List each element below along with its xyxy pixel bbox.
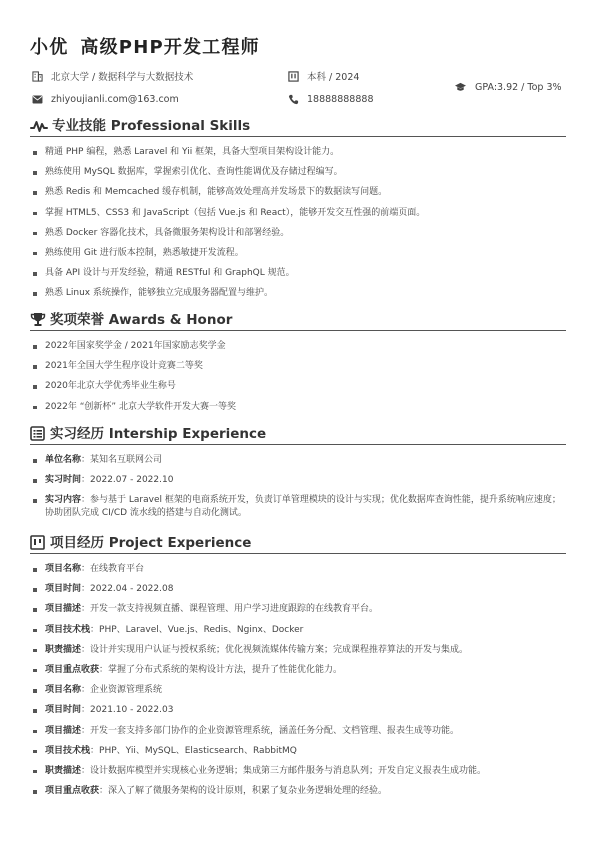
school-major: 北京大学 / 数据科学与大数据技术 <box>51 72 194 83</box>
list-item: 2020年北京大学优秀毕业生称号 <box>30 380 566 393</box>
item-colon: ： <box>81 455 91 465</box>
activity-icon <box>30 119 48 133</box>
resume-heading <box>30 33 260 59</box>
item-colon: ： <box>81 584 91 595</box>
list-item: 熟练使用 Git 进行版本控制，熟悉敏捷开发流程。 <box>30 247 566 260</box>
list-item: 熟悉 Docker 容器化技术，具备微服务架构设计和部署经验。 <box>30 227 566 240</box>
phone-icon <box>288 94 299 105</box>
building-icon <box>32 71 43 82</box>
item-key: 项目重点收获 <box>45 664 100 675</box>
section-header-awards <box>30 309 566 331</box>
section-title: 专业技能 Professional Skills <box>52 118 251 134</box>
awards-list <box>30 340 566 421</box>
list-item <box>30 785 566 798</box>
list-item: 2021年全国大学生程序设计竞赛二等奖 <box>30 360 566 373</box>
section-header-projects <box>30 532 566 554</box>
phone: 18888888888 <box>307 94 374 105</box>
section-title: 奖项荣誉 Awards & Honor <box>50 312 233 328</box>
skills-list <box>30 146 566 308</box>
item-colon: ： <box>81 685 91 696</box>
candidate-name: 小优 <box>30 37 69 58</box>
list-item: 掌握 HTML5、CSS3 和 JavaScript（包括 Vue.js 和 React），能够开发交互性强的前端页面。 <box>30 207 566 220</box>
item-colon: ： <box>81 495 91 506</box>
school-info <box>32 69 193 83</box>
item-value: 2022.07 - 2022.10 <box>90 475 174 486</box>
item-key: 项目技术栈 <box>45 745 91 756</box>
degree-icon <box>288 71 299 82</box>
document-list-icon <box>30 426 46 441</box>
item-key: 项目描述 <box>45 725 82 736</box>
project-board-icon <box>30 535 46 550</box>
item-value: 开发一款支持视频直播、课程管理、用户学习进度跟踪的在线教育平台。 <box>90 604 379 615</box>
section-title: 项目经历 Project Experience <box>50 535 252 551</box>
item-key: 项目重点收获 <box>45 786 100 797</box>
list-item <box>30 664 566 677</box>
list-item <box>30 454 566 467</box>
item-value: PHP、Yii、MySQL、Elasticsearch、RabbitMQ <box>99 745 297 756</box>
item-colon: ： <box>90 745 100 756</box>
item-colon: ： <box>81 564 91 574</box>
list-item: 2022年 “创新杯” 北京大学软件开发大赛一等奖 <box>30 401 566 414</box>
gpa-info <box>454 82 562 93</box>
list-item: 具备 API 设计与开发经验，精通 RESTful 和 GraphQL 规范。 <box>30 267 566 280</box>
item-key: 项目时间 <box>45 705 82 716</box>
list-item <box>30 563 566 576</box>
item-key: 职责描述 <box>45 644 82 655</box>
list-item: 熟悉 Redis 和 Memcached 缓存机制，能够高效处理高并发场景下的数据读写问题。 <box>30 186 566 199</box>
item-value: 2021.10 - 2022.03 <box>90 705 174 716</box>
list-item <box>30 644 566 657</box>
item-value: 企业资源管理系统 <box>90 685 163 696</box>
list-item <box>30 494 566 520</box>
project-list <box>30 563 566 805</box>
item-key: 单位名称 <box>45 455 82 465</box>
list-item <box>30 684 566 697</box>
item-colon: ： <box>81 475 91 486</box>
list-item <box>30 624 566 637</box>
list-item <box>30 765 566 778</box>
item-key: 项目名称 <box>45 685 82 696</box>
item-colon: ： <box>81 765 91 776</box>
list-item <box>30 474 566 487</box>
list-item: 熟悉 Linux 系统操作，能够独立完成服务器配置与维护。 <box>30 287 566 300</box>
item-value: 掌握了分布式系统的架构设计方法，提升了性能优化能力。 <box>108 664 343 675</box>
item-colon: ： <box>99 664 109 675</box>
item-value: 设计并实现用户认证与授权系统；优化视频流媒体传输方案；完成课程推荐算法的开发与集成。 <box>90 644 469 655</box>
item-colon: ： <box>81 705 91 716</box>
item-value: 2022.04 - 2022.08 <box>90 584 174 595</box>
item-value: PHP、Laravel、Vue.js、Redis、Nginx、Docker <box>99 624 304 635</box>
item-colon: ： <box>90 624 100 635</box>
list-item <box>30 725 566 738</box>
list-item: 熟练使用 MySQL 数据库，掌握索引优化、查询性能调优及存储过程编写。 <box>30 166 566 179</box>
list-item <box>30 583 566 596</box>
list-item <box>30 745 566 758</box>
item-key: 实习时间 <box>45 475 82 486</box>
envelope-icon <box>32 95 43 104</box>
item-key: 项目技术栈 <box>45 624 91 635</box>
gpa: GPA:3.92 / Top 3% <box>475 82 562 93</box>
item-key: 职责描述 <box>45 765 82 776</box>
item-key: 实习内容 <box>45 495 82 506</box>
list-item: 精通 PHP 编程，熟悉 Laravel 和 Yii 框架，具备大型项目架构设计能力。 <box>30 146 566 159</box>
item-colon: ： <box>99 786 109 797</box>
section-title: 实习经历 Intership Experience <box>50 426 267 442</box>
item-key: 项目名称 <box>45 564 82 574</box>
internship-list <box>30 454 566 528</box>
item-value: 设计数据库模型并实现核心业务逻辑；集成第三方邮件服务与消息队列；开发自定义报表生成功能。 <box>90 765 487 776</box>
item-value: 某知名互联网公司 <box>90 455 163 465</box>
degree-year: 本科 / 2024 <box>307 72 360 83</box>
item-value: 开发一套支持多部门协作的企业资源管理系统，涵盖任务分配、文档管理、报表生成等功能。 <box>90 725 460 736</box>
job-title: 高级PHP开发工程师 <box>80 37 260 58</box>
item-value: 参与基于 Laravel 框架的电商系统开发，负责订单管理模块的设计与实现；优化数据库查询性能，提升系统响应速度；协助团队完成 CI/CD 流水线的搭建与自动化测试。 <box>45 495 561 519</box>
item-value: 在线教育平台 <box>90 564 145 574</box>
list-item: 2022年国家奖学金 / 2021年国家励志奖学金 <box>30 340 566 353</box>
email-info <box>32 94 179 105</box>
section-header-internship <box>30 423 566 445</box>
item-colon: ： <box>81 644 91 655</box>
item-value: 深入了解了微服务架构的设计原则，积累了复杂业务逻辑处理的经验。 <box>108 786 388 797</box>
phone-info <box>288 94 374 105</box>
degree-info <box>288 69 359 83</box>
graduation-cap-icon <box>454 82 467 93</box>
trophy-icon <box>30 312 46 327</box>
item-key: 项目描述 <box>45 604 82 615</box>
email: zhiyoujianli.com@163.com <box>51 94 179 105</box>
item-colon: ： <box>81 604 91 615</box>
section-header-skills <box>30 115 566 137</box>
list-item <box>30 704 566 717</box>
item-colon: ： <box>81 725 91 736</box>
list-item <box>30 603 566 616</box>
item-key: 项目时间 <box>45 584 82 595</box>
